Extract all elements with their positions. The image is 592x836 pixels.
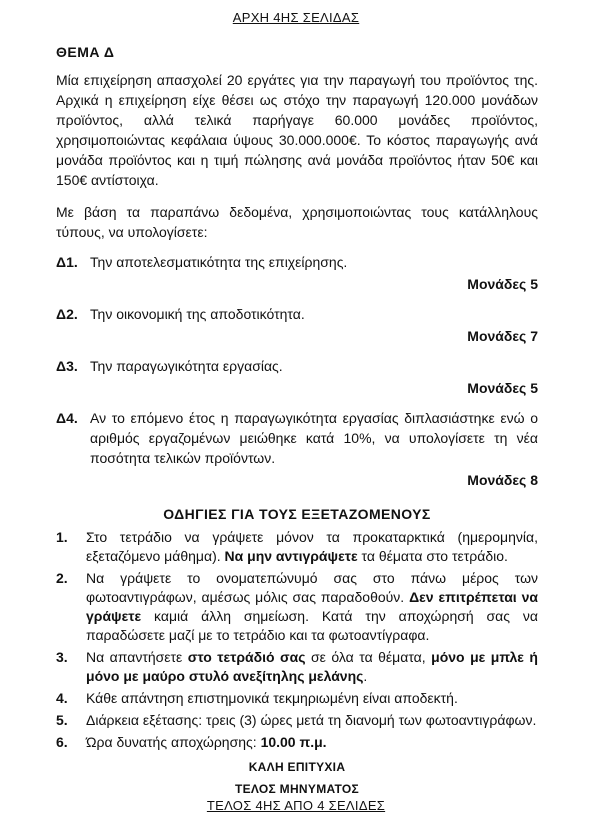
question-points: Μονάδες 7 xyxy=(467,328,538,344)
instruction-number: 4. xyxy=(56,690,68,706)
instruction-text-part: Στο τετράδιο να γράψετε μόνον τα προκαταρκτικά (ημερομηνία, εξεταζόμενο μάθημα). xyxy=(86,529,538,564)
instruction-emphasis: 10.00 π.μ. xyxy=(260,734,327,750)
instruction-emphasis: Δεν επιτρέπεται να γράψετε xyxy=(86,589,538,624)
question-number: Δ4. xyxy=(56,410,78,426)
instruction-item xyxy=(56,569,538,645)
instruction-text-part: Ώρα δυνατής αποχώρησης: xyxy=(86,734,261,750)
instruction-text: Κάθε απάντηση επιστημονικά τεκμηριωμένη είναι αποδεκτή. xyxy=(86,690,458,706)
question-text: Την παραγωγικότητα εργασίας. xyxy=(90,358,283,374)
question-d2 xyxy=(56,304,538,346)
instruction-text xyxy=(86,528,538,566)
instruction-item xyxy=(56,648,538,686)
question-number: Δ3. xyxy=(56,358,78,374)
instruction-number: 1. xyxy=(56,529,68,545)
question-d1 xyxy=(56,252,538,294)
page-content xyxy=(56,44,538,796)
instruction-text xyxy=(86,733,538,752)
instructions-list xyxy=(56,528,538,752)
instruction-text-part: . xyxy=(363,668,368,684)
question-d3 xyxy=(56,356,538,398)
question-number: Δ2. xyxy=(56,306,78,322)
page-header: ΑΡΧΗ 4ΗΣ ΣΕΛΙΔΑΣ xyxy=(232,10,360,25)
instruction-number: 6. xyxy=(56,734,68,750)
instruction-text xyxy=(86,648,538,686)
instruction-text-part: καμιά άλλη σημείωση. Κατά την αποχώρησή σας να παραδώσετε μαζί με το τετράδιο και τα φωτοαντίγραφα. xyxy=(86,608,538,643)
question-d4 xyxy=(56,408,538,490)
instruction-emphasis: στο τετράδιό σας xyxy=(187,649,306,665)
question-text: Την οικονομική της αποδοτικότητα. xyxy=(90,306,305,322)
question-number: Δ1. xyxy=(56,254,78,270)
instructions-title: ΟΔΗΓΙΕΣ ΓΙΑ ΤΟΥΣ ΕΞΕΤΑΖΟΜΕΝΟΥΣ xyxy=(163,506,431,522)
question-points: Μονάδες 8 xyxy=(467,472,538,488)
instruction-text-part: Να γράψετε το ονοματεπώνυμό σας στο πάνω μέρος των φωτοαντιγράφων, αμέσως μόλις σας παραδοθούν. xyxy=(86,570,538,605)
instruction-number: 3. xyxy=(56,649,68,665)
instruction-text: Διάρκεια εξέτασης: τρεις (3) ώρες μετά τη διανομή των φωτοαντιγράφων. xyxy=(86,712,537,728)
question-text: Την αποτελεσματικότητα της επιχείρησης. xyxy=(90,254,348,270)
instruction-text-part: τα θέματα στο τετράδιο. xyxy=(357,548,508,564)
instruction-item xyxy=(56,711,538,730)
instruction-item xyxy=(56,528,538,566)
question-points: Μονάδες 5 xyxy=(467,380,538,396)
instruction-text xyxy=(86,569,538,645)
instruction-item xyxy=(56,689,538,708)
instruction-text-part: σε όλα τα θέματα, xyxy=(305,649,432,665)
closing-good-luck: ΚΑΛΗ ΕΠΙΤΥΧΙΑ xyxy=(248,760,346,774)
topic-title: ΘΕΜΑ Δ xyxy=(56,44,115,60)
instruction-number: 2. xyxy=(56,570,68,586)
instruction-emphasis: Να μην αντιγράψετε xyxy=(224,548,358,564)
instruction-item xyxy=(56,733,538,752)
question-text: Αν το επόμενο έτος η παραγωγικότητα εργασίας διπλασιάστηκε ενώ ο αριθμός εργαζομένων μειώθηκε κατά 10%, να υπολογίσετε τη νέα ποσότητα τελικών προϊόντων. xyxy=(90,410,538,466)
question-points: Μονάδες 5 xyxy=(467,276,538,292)
topic-paragraph-1: Μία επιχείρηση απασχολεί 20 εργάτες για την παραγωγή του προϊόντος της. Αρχικά η επιχείρηση είχε θέσει ως στόχο την παραγωγή 120.000 μονάδων προϊόντος, αλλά τελικά παρήγαγε 60.000 μονάδες προϊόντος, χρησιμοποιώντας κεφάλαια ύψους 30.000.000€. Το κόστος παραγωγής ανά μονάδα προϊόντος και η τιμή πώλησης ανά μονάδα προϊόντος ήταν 50€ και 150€ αντίστοιχα. xyxy=(56,72,538,188)
instruction-emphasis: μόνο με μπλε ή μόνο με μαύρο στυλό ανεξίτηλης μελάνης xyxy=(86,649,538,684)
instruction-text-part: Να απαντήσετε xyxy=(86,649,188,665)
closing-end-message: ΤΕΛΟΣ ΜΗΝΥΜΑΤΟΣ xyxy=(234,782,360,796)
instruction-number: 5. xyxy=(56,712,68,728)
topic-paragraph-2: Με βάση τα παραπάνω δεδομένα, χρησιμοποιώντας τους κατάλληλους τύπους, να υπολογίσετε: xyxy=(56,204,538,240)
page-footer: ΤΕΛΟΣ 4ΗΣ ΑΠΟ 4 ΣΕΛΙΔΕΣ xyxy=(206,798,386,813)
